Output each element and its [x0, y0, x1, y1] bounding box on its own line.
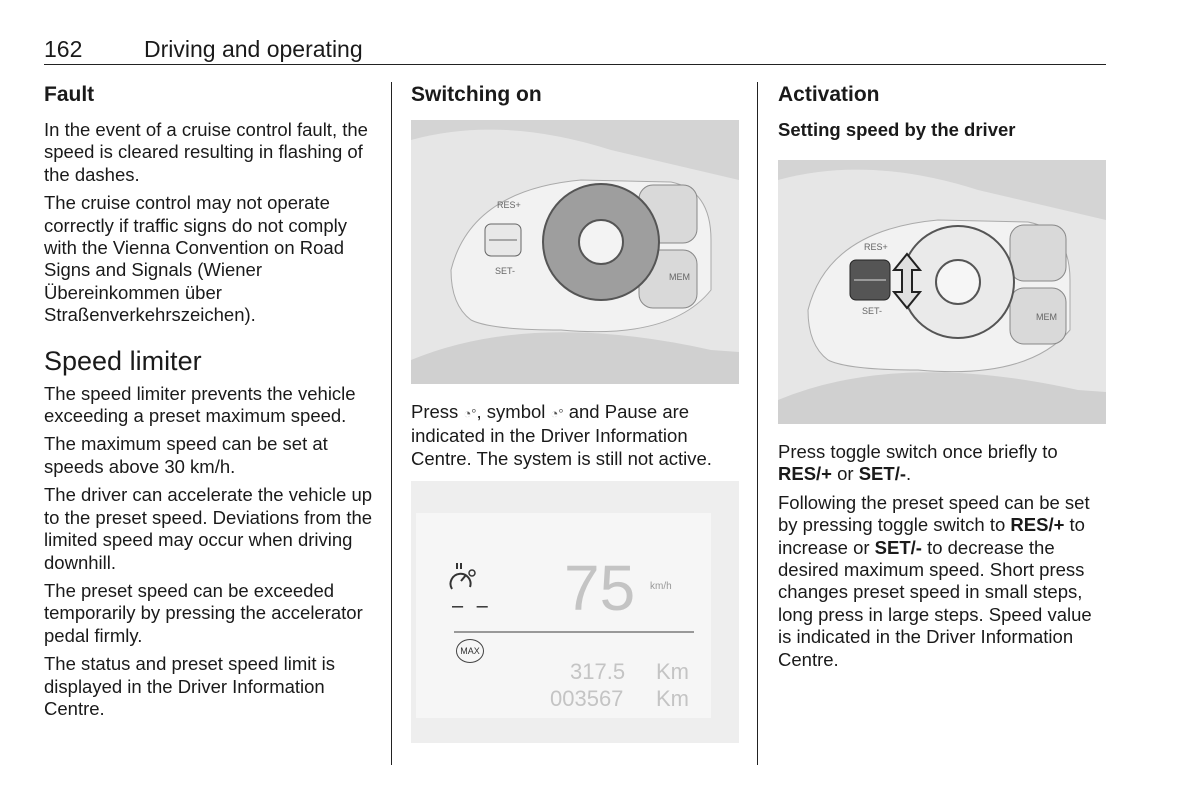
column-divider-1 [391, 82, 392, 765]
setting-speed-subheading: Setting speed by the driver [778, 119, 1016, 140]
set-minus-text: SET/- [874, 536, 922, 558]
display-separator [454, 631, 694, 633]
fault-heading: Fault [44, 83, 95, 106]
res-plus-text: RES/+ [1010, 514, 1065, 536]
driver-information-display [411, 481, 739, 743]
speed-unit: km/h [650, 581, 672, 592]
switching-on-text [411, 401, 741, 476]
set-minus-text: SET/- [858, 463, 906, 485]
speed-limiter-heading: Speed limiter [44, 345, 202, 376]
distance-2-unit: Km [656, 686, 689, 711]
switching-on-paragraph: Press ◔°, symbol ◔° and Pause are indicated in the Driver Information Centre. The system is still not active. [411, 401, 712, 469]
res-plus-label: RES+ [864, 242, 888, 252]
distance-1-unit: Km [656, 659, 689, 684]
set-minus-label: SET- [862, 306, 883, 316]
speed-dashes: – – [452, 595, 492, 617]
limiter-paragraph-2: The maximum speed can be set at speeds above 30 km/h. [44, 433, 328, 477]
steering-wheel-buttons-figure [411, 120, 739, 384]
speed-limiter-icon [448, 563, 476, 593]
column-divider-2 [757, 82, 758, 765]
res-plus-text: RES/+ [778, 463, 832, 485]
distance-2-value: 003567 [550, 686, 624, 711]
max-speed-icon: MAX [456, 639, 484, 663]
limiter-paragraph-4: The preset speed can be exceeded temporarily by pressing the accelerator pedal firmly. [44, 579, 363, 646]
toggle-switch-figure [778, 160, 1106, 424]
activation-paragraph-1: Press toggle switch once briefly to RES/+ or SET/-. [778, 441, 1058, 485]
fault-paragraph-1: In the event of a cruise control fault, the speed is cleared resulting in flashing of the dashes. [44, 119, 368, 185]
left-column [44, 82, 374, 726]
limiter-paragraph-3: The driver can accelerate the vehicle up to the preset speed. Deviations from the limited speed may occur when driving downhill. [44, 484, 373, 573]
display-screen [416, 513, 711, 718]
switching-on-heading: Switching on [411, 83, 542, 106]
mem-label: MEM [669, 272, 690, 282]
fault-paragraph-2: The cruise control may not operate correctly if traffic signs do not comply with the Vienna Convention on Road Signs and Signals (Wiener Übereinkommen über Straßenverkehrszeichen). [44, 192, 347, 326]
set-speed-value: 75 [564, 552, 636, 624]
res-plus-label: RES+ [497, 200, 521, 210]
speed-limiter-icon: ◔° [550, 406, 564, 421]
page-number: 162 [44, 36, 83, 62]
toggle-arrow-icon [892, 252, 922, 310]
mem-label: MEM [1036, 312, 1057, 322]
activation-heading: Activation [778, 83, 880, 106]
distance-1-value: 317.5 [570, 659, 626, 684]
limiter-paragraph-5: The status and preset speed limit is displayed in the Driver Information Centre. [44, 653, 336, 719]
limiter-paragraph-1: The speed limiter prevents the vehicle exceeding a preset maximum speed. [44, 382, 356, 427]
middle-column [411, 82, 741, 119]
page-header [44, 34, 1106, 65]
set-minus-label: SET- [495, 266, 516, 276]
activation-paragraph-2: Following the preset speed can be set by pressing toggle switch to RES/+ to increase or SET/- to decrease the desired maximum speed. Short press changes preset speed in small steps, long press in large steps. Speed value is indicated in the Driver Information Centre. [778, 491, 1092, 670]
activation-text [778, 441, 1108, 677]
page-title: Driving and operating [144, 36, 363, 62]
speed-limiter-icon: ◔° [463, 406, 477, 421]
right-column [778, 82, 1108, 153]
